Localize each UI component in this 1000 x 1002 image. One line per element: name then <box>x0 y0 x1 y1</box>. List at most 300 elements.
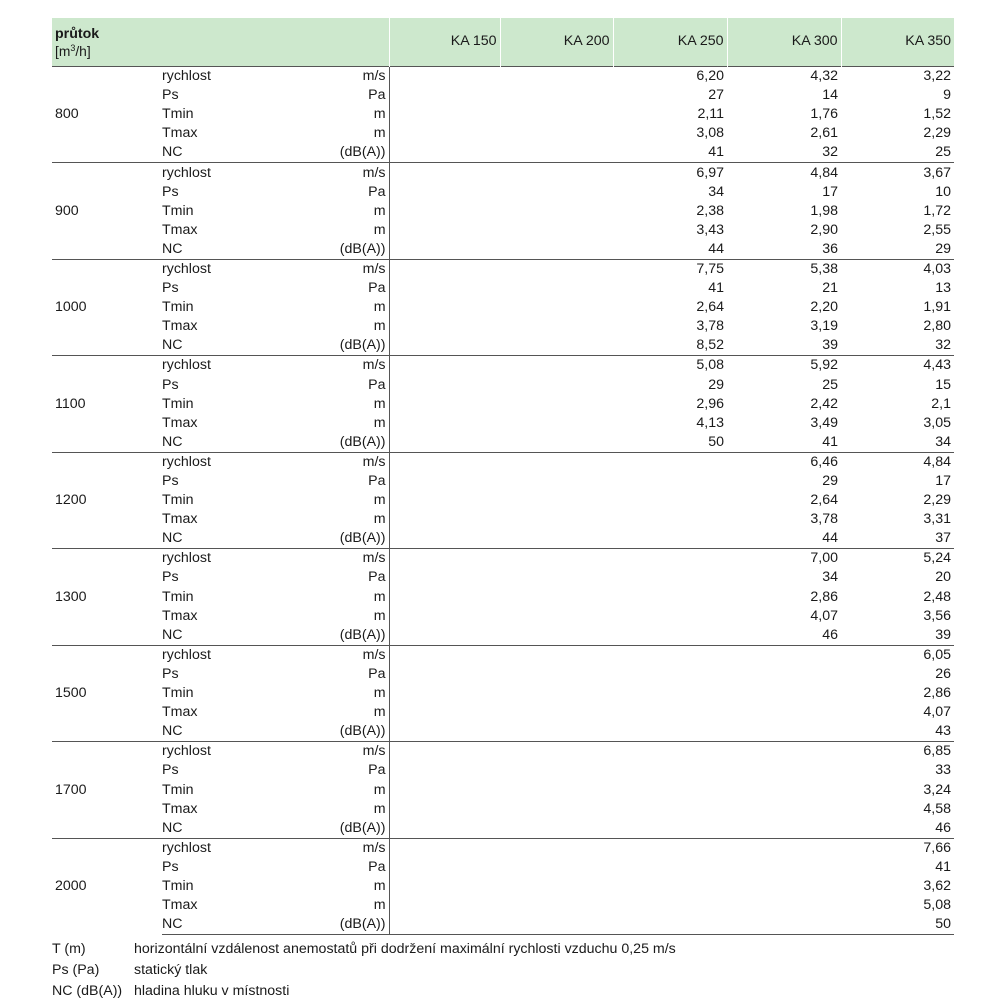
value-cell <box>500 472 613 491</box>
value-cell: 10 <box>935 183 952 200</box>
value-cell: 44 <box>727 529 841 549</box>
unit-label-ps: Pa <box>312 279 389 298</box>
unit-label-rychlost: m/s <box>312 742 389 762</box>
value-cell <box>500 317 613 336</box>
footnote-text: hladina hluku v místnosti <box>134 983 290 1000</box>
table-row <box>52 336 954 356</box>
footnotes <box>52 939 954 1002</box>
value-cell <box>613 742 727 762</box>
footnote-key: T (m) <box>52 941 86 958</box>
value-cell <box>500 645 613 665</box>
value-cell: 2,64 <box>696 299 725 316</box>
value-cell <box>389 259 500 279</box>
flow-rate-cell: 1500 <box>52 645 162 741</box>
value-cell <box>389 105 500 124</box>
table-row <box>52 742 954 762</box>
unit-label-ps: Pa <box>312 472 389 491</box>
value-cell: 2,61 <box>810 125 839 142</box>
value-cell: 29 <box>822 473 839 490</box>
table-row <box>52 510 954 529</box>
value-cell <box>727 645 841 665</box>
column-header-ka150: KA 150 <box>389 18 500 67</box>
table-row <box>52 414 954 433</box>
value-cell: 2,1 <box>931 395 952 412</box>
footnote-text: statický tlak <box>134 962 208 979</box>
value-cell <box>613 491 727 510</box>
param-label-tmin: Tmin <box>162 588 194 605</box>
value-cell <box>389 607 500 626</box>
table-row <box>52 819 954 839</box>
value-cell <box>613 588 727 607</box>
table-row <box>52 67 954 87</box>
unit-label-ps: Pa <box>312 665 389 684</box>
value-cell: 5,08 <box>923 897 952 914</box>
value-cell <box>500 549 613 569</box>
param-label-ps: Ps <box>162 280 179 297</box>
table-row <box>52 202 954 221</box>
table-row <box>52 626 954 646</box>
value-cell: 3,78 <box>810 511 839 528</box>
value-cell <box>500 124 613 143</box>
value-cell <box>389 452 500 472</box>
unit-label-tmin: m <box>312 202 389 221</box>
value-cell <box>500 568 613 587</box>
table-row <box>52 472 954 491</box>
value-cell <box>389 67 500 87</box>
unit-label-nc: (dB(A)) <box>312 433 389 453</box>
footnote-key: NC (dB(A)) <box>52 983 123 1000</box>
unit-label-rychlost: m/s <box>312 549 389 569</box>
table-row <box>52 780 954 799</box>
flow-rate-cell: 2000 <box>52 838 162 934</box>
unit-label-rychlost: m/s <box>312 163 389 183</box>
table-row <box>52 163 954 183</box>
value-cell <box>389 588 500 607</box>
table-row <box>52 684 954 703</box>
value-cell: 21 <box>822 280 839 297</box>
param-label-rychlost: rychlost <box>162 742 312 762</box>
value-cell <box>613 915 727 935</box>
value-cell <box>500 896 613 915</box>
value-cell <box>500 240 613 260</box>
table-row <box>52 491 954 510</box>
value-cell <box>389 722 500 742</box>
table-row <box>52 356 954 376</box>
value-cell: 39 <box>727 336 841 356</box>
table-row <box>52 376 954 395</box>
value-cell: 6,05 <box>841 645 954 665</box>
param-label-nc: NC <box>162 143 312 163</box>
param-label-tmax: Tmax <box>162 897 198 914</box>
value-cell <box>389 665 500 684</box>
value-cell <box>500 703 613 722</box>
value-cell: 4,03 <box>841 259 954 279</box>
value-cell: 27 <box>708 87 725 104</box>
value-cell: 50 <box>841 915 954 935</box>
value-cell: 3,67 <box>841 163 954 183</box>
value-cell <box>500 800 613 819</box>
unit-label-tmax: m <box>312 703 389 722</box>
value-cell: 25 <box>822 376 839 393</box>
unit-label-ps: Pa <box>312 568 389 587</box>
value-cell <box>500 298 613 317</box>
footnote-line <box>52 960 954 981</box>
value-cell: 20 <box>935 569 952 586</box>
table-row <box>52 279 954 298</box>
value-cell: 5,38 <box>727 259 841 279</box>
value-cell: 33 <box>935 762 952 779</box>
flow-header-title: průtok <box>55 26 100 42</box>
value-cell <box>500 67 613 87</box>
value-cell <box>500 780 613 799</box>
value-cell <box>613 665 727 684</box>
param-label-tmax: Tmax <box>162 800 198 817</box>
value-cell: 3,08 <box>696 125 725 142</box>
param-label-tmax: Tmax <box>162 511 198 528</box>
footnote-key: Ps (Pa) <box>52 962 100 979</box>
value-cell <box>500 433 613 453</box>
unit-label-tmax: m <box>312 896 389 915</box>
value-cell <box>613 761 727 780</box>
table-row <box>52 298 954 317</box>
value-cell <box>613 722 727 742</box>
flow-rate-cell: 1200 <box>52 452 162 548</box>
value-cell <box>727 915 841 935</box>
value-cell: 3,31 <box>923 511 952 528</box>
table-row <box>52 800 954 819</box>
airflow-spec-sheet <box>52 18 954 1002</box>
value-cell <box>613 858 727 877</box>
unit-label-ps: Pa <box>312 86 389 105</box>
airflow-table <box>52 18 954 935</box>
value-cell <box>613 800 727 819</box>
value-cell: 2,86 <box>923 685 952 702</box>
value-cell <box>613 877 727 896</box>
param-label-tmin: Tmin <box>162 685 194 702</box>
value-cell: 46 <box>727 626 841 646</box>
value-cell: 29 <box>708 376 725 393</box>
value-cell: 44 <box>613 240 727 260</box>
value-cell <box>389 279 500 298</box>
value-cell <box>500 356 613 376</box>
value-cell <box>500 143 613 163</box>
value-cell <box>500 202 613 221</box>
value-cell: 3,78 <box>696 318 725 335</box>
value-cell: 2,42 <box>810 395 839 412</box>
param-label-rychlost: rychlost <box>162 645 312 665</box>
value-cell <box>613 529 727 549</box>
unit-label-rychlost: m/s <box>312 645 389 665</box>
table-row <box>52 317 954 336</box>
value-cell: 2,29 <box>923 125 952 142</box>
param-label-ps: Ps <box>162 762 179 779</box>
value-cell: 17 <box>822 183 839 200</box>
param-label-rychlost: rychlost <box>162 452 312 472</box>
value-cell: 7,75 <box>613 259 727 279</box>
table-row <box>52 549 954 569</box>
unit-label-ps: Pa <box>312 376 389 395</box>
value-cell <box>727 780 841 799</box>
unit-label-tmin: m <box>312 684 389 703</box>
value-cell <box>727 761 841 780</box>
value-cell: 3,62 <box>923 877 952 894</box>
param-label-rychlost: rychlost <box>162 838 312 858</box>
table-row <box>52 568 954 587</box>
value-cell: 3,43 <box>696 221 725 238</box>
value-cell: 41 <box>613 143 727 163</box>
param-label-ps: Ps <box>162 665 179 682</box>
value-cell <box>613 703 727 722</box>
table-row <box>52 877 954 896</box>
value-cell <box>389 703 500 722</box>
param-label-ps: Ps <box>162 183 179 200</box>
param-label-nc: NC <box>162 529 312 549</box>
value-cell: 2,80 <box>923 318 952 335</box>
unit-label-tmin: m <box>312 588 389 607</box>
unit-label-ps: Pa <box>312 183 389 202</box>
value-cell: 2,11 <box>697 106 725 123</box>
table-row <box>52 259 954 279</box>
value-cell: 39 <box>841 626 954 646</box>
column-header-ka350: KA 350 <box>841 18 954 67</box>
unit-label-tmax: m <box>312 414 389 433</box>
unit-label-nc: (dB(A)) <box>312 240 389 260</box>
value-cell <box>500 221 613 240</box>
table-row <box>52 838 954 858</box>
table-row <box>52 645 954 665</box>
value-cell: 13 <box>935 280 952 297</box>
table-row <box>52 86 954 105</box>
value-cell <box>500 819 613 839</box>
value-cell <box>500 279 613 298</box>
value-cell <box>389 240 500 260</box>
value-cell <box>389 742 500 762</box>
value-cell <box>727 877 841 896</box>
param-label-tmin: Tmin <box>162 106 194 123</box>
value-cell <box>389 858 500 877</box>
value-cell: 2,48 <box>923 588 952 605</box>
param-label-nc: NC <box>162 626 312 646</box>
value-cell: 2,20 <box>810 299 839 316</box>
param-label-tmin: Tmin <box>162 299 194 316</box>
value-cell <box>727 684 841 703</box>
unit-label-tmin: m <box>312 877 389 896</box>
value-cell <box>500 510 613 529</box>
flow-unit-prefix: [m <box>55 44 71 59</box>
value-cell: 4,84 <box>727 163 841 183</box>
table-row <box>52 105 954 124</box>
param-label-nc: NC <box>162 240 312 260</box>
value-cell <box>500 163 613 183</box>
value-cell <box>389 183 500 202</box>
value-cell: 46 <box>841 819 954 839</box>
value-cell: 36 <box>727 240 841 260</box>
value-cell: 5,92 <box>727 356 841 376</box>
value-cell <box>500 742 613 762</box>
value-cell: 41 <box>935 858 952 875</box>
flow-unit-suffix: /h] <box>75 44 91 59</box>
value-cell <box>389 491 500 510</box>
value-cell <box>500 877 613 896</box>
value-cell: 34 <box>708 183 725 200</box>
value-cell <box>389 645 500 665</box>
value-cell <box>500 259 613 279</box>
value-cell: 7,00 <box>727 549 841 569</box>
value-cell <box>389 221 500 240</box>
value-cell: 32 <box>841 336 954 356</box>
value-cell <box>613 645 727 665</box>
value-cell <box>500 626 613 646</box>
value-cell <box>500 684 613 703</box>
unit-label-nc: (dB(A)) <box>312 336 389 356</box>
column-header-ka200: KA 200 <box>500 18 613 67</box>
table-row <box>52 529 954 549</box>
value-cell <box>389 761 500 780</box>
param-label-tmax: Tmax <box>162 704 198 721</box>
column-header-ka250: KA 250 <box>613 18 727 67</box>
value-cell: 2,38 <box>696 202 725 219</box>
value-cell <box>389 124 500 143</box>
param-label-tmax: Tmax <box>162 607 198 624</box>
param-label-tmax: Tmax <box>162 318 198 335</box>
flow-rate-cell: 800 <box>52 67 162 163</box>
value-cell <box>389 317 500 336</box>
table-header-row <box>52 18 954 67</box>
value-cell <box>389 819 500 839</box>
table-row <box>52 607 954 626</box>
unit-label-tmin: m <box>312 298 389 317</box>
value-cell: 6,46 <box>727 452 841 472</box>
value-cell <box>389 915 500 935</box>
param-label-ps: Ps <box>162 87 179 104</box>
param-label-ps: Ps <box>162 569 179 586</box>
param-label-nc: NC <box>162 819 312 839</box>
value-cell <box>727 858 841 877</box>
value-cell <box>389 414 500 433</box>
table-row <box>52 703 954 722</box>
value-cell: 9 <box>943 87 952 104</box>
value-cell <box>389 433 500 453</box>
value-cell: 2,55 <box>923 221 952 238</box>
value-cell <box>500 336 613 356</box>
value-cell <box>613 549 727 569</box>
value-cell: 41 <box>727 433 841 453</box>
value-cell: 3,49 <box>810 414 839 431</box>
unit-label-tmin: m <box>312 395 389 414</box>
value-cell <box>500 395 613 414</box>
unit-label-rychlost: m/s <box>312 259 389 279</box>
value-cell <box>727 896 841 915</box>
value-cell <box>389 780 500 799</box>
value-cell <box>500 607 613 626</box>
value-cell <box>613 896 727 915</box>
param-label-tmin: Tmin <box>162 395 194 412</box>
unit-label-nc: (dB(A)) <box>312 915 389 935</box>
value-cell <box>500 665 613 684</box>
table-row <box>52 896 954 915</box>
value-cell <box>613 819 727 839</box>
table-row <box>52 395 954 414</box>
value-cell <box>500 452 613 472</box>
value-cell: 1,76 <box>810 106 839 123</box>
value-cell: 4,13 <box>696 414 725 431</box>
flow-rate-cell: 1300 <box>52 549 162 645</box>
value-cell <box>389 202 500 221</box>
value-cell <box>389 336 500 356</box>
flow-header-unit <box>55 43 389 60</box>
flow-rate-cell: 1700 <box>52 742 162 838</box>
value-cell <box>389 549 500 569</box>
value-cell <box>500 529 613 549</box>
value-cell <box>613 780 727 799</box>
param-label-tmin: Tmin <box>162 781 194 798</box>
value-cell <box>389 86 500 105</box>
unit-label-nc: (dB(A)) <box>312 529 389 549</box>
flow-column-header <box>52 18 389 67</box>
table-row <box>52 221 954 240</box>
value-cell: 2,90 <box>810 221 839 238</box>
value-cell <box>389 472 500 491</box>
unit-label-nc: (dB(A)) <box>312 626 389 646</box>
value-cell <box>500 376 613 395</box>
flow-rate-cell: 1100 <box>52 356 162 452</box>
value-cell <box>389 356 500 376</box>
value-cell <box>500 491 613 510</box>
table-row <box>52 722 954 742</box>
value-cell <box>389 684 500 703</box>
unit-label-ps: Pa <box>312 858 389 877</box>
value-cell: 6,20 <box>613 67 727 87</box>
value-cell: 3,05 <box>923 414 952 431</box>
param-label-rychlost: rychlost <box>162 549 312 569</box>
unit-label-tmin: m <box>312 780 389 799</box>
value-cell <box>389 298 500 317</box>
param-label-rychlost: rychlost <box>162 163 312 183</box>
value-cell <box>500 915 613 935</box>
unit-label-ps: Pa <box>312 761 389 780</box>
unit-label-tmax: m <box>312 124 389 143</box>
value-cell: 4,58 <box>923 800 952 817</box>
value-cell <box>500 86 613 105</box>
value-cell <box>500 414 613 433</box>
value-cell: 1,72 <box>923 202 952 219</box>
flow-rate-cell: 900 <box>52 163 162 259</box>
param-label-ps: Ps <box>162 473 179 490</box>
table-row <box>52 858 954 877</box>
table-row <box>52 240 954 260</box>
value-cell <box>389 626 500 646</box>
unit-label-tmax: m <box>312 800 389 819</box>
value-cell: 29 <box>841 240 954 260</box>
param-label-tmin: Tmin <box>162 877 194 894</box>
value-cell <box>500 761 613 780</box>
value-cell <box>389 510 500 529</box>
unit-label-rychlost: m/s <box>312 452 389 472</box>
value-cell: 32 <box>727 143 841 163</box>
value-cell <box>389 529 500 549</box>
value-cell <box>389 896 500 915</box>
value-cell: 2,64 <box>810 492 839 509</box>
table-row <box>52 183 954 202</box>
value-cell <box>389 877 500 896</box>
value-cell <box>389 163 500 183</box>
param-label-rychlost: rychlost <box>162 67 312 87</box>
param-label-nc: NC <box>162 722 312 742</box>
unit-label-tmin: m <box>312 491 389 510</box>
footnote-line <box>52 939 954 960</box>
value-cell <box>500 105 613 124</box>
value-cell: 41 <box>708 280 725 297</box>
